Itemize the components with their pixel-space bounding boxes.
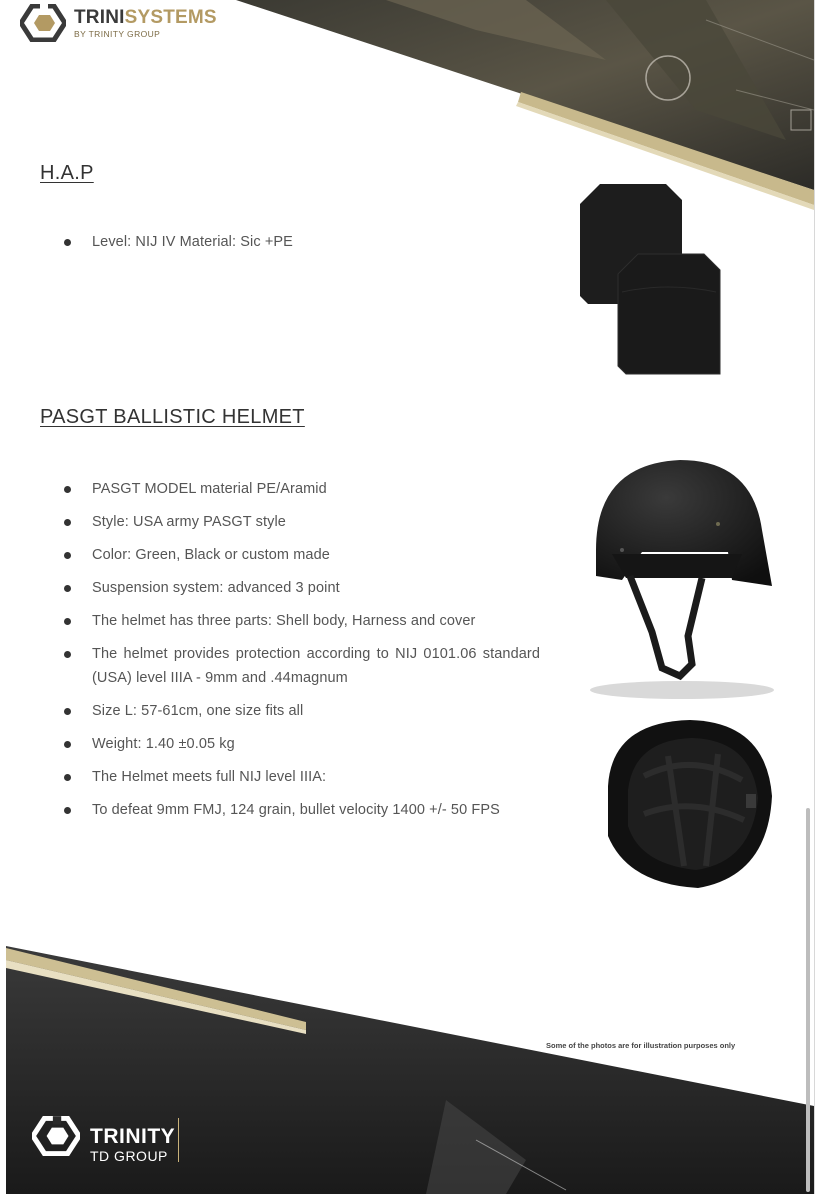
list-item <box>64 576 540 600</box>
bullet-icon <box>64 708 71 715</box>
bullet-icon <box>64 774 71 781</box>
bullet-icon <box>64 618 71 625</box>
brand-name-part1: TRINI <box>74 6 125 28</box>
bullet-icon <box>64 486 71 493</box>
logo-divider <box>178 1118 179 1162</box>
hexagon-logo-icon <box>20 4 66 42</box>
bullet-icon <box>64 519 71 526</box>
list-item-text: The Helmet meets full NIJ level IIIA: <box>92 769 327 785</box>
list-item-text: The helmet provides protection according to NIJ 0101.06 standard (USA) level IIIA - 9mm and .44magnum <box>92 646 540 686</box>
section-title-pasgt-helmet: PASGT BALLISTIC HELMET <box>40 406 305 428</box>
list-item-text: Style: USA army PASGT style <box>92 514 286 530</box>
helmet-inside-image <box>598 716 776 892</box>
list-item-text: To defeat 9mm FMJ, 124 grain, bullet velocity 1400 +/- 50 FPS <box>92 802 500 818</box>
helmet-side-image <box>582 450 782 700</box>
list-item <box>64 798 540 822</box>
illustration-disclaimer: Some of the photos are for illustration purposes only <box>546 1041 736 1050</box>
list-item <box>64 543 540 567</box>
bullet-icon <box>64 807 71 814</box>
footer-brand-name: TRINITY <box>90 1125 176 1148</box>
list-item <box>64 765 540 789</box>
document-page <box>6 0 815 1194</box>
brand-name <box>74 8 217 27</box>
helmet-bullet-list <box>64 477 540 822</box>
hexagon-logo-icon <box>32 1116 80 1156</box>
list-item <box>64 642 540 690</box>
section-title-hap: H.A.P <box>40 162 94 184</box>
list-item-text: Weight: 1.40 ±0.05 kg <box>92 736 235 752</box>
list-item-text: The helmet has three parts: Shell body, Harness and cover <box>92 613 476 629</box>
list-item <box>64 699 540 723</box>
trinisystems-logo <box>20 4 217 42</box>
list-item-text: Level: NIJ IV Material: Sic +PE <box>92 234 293 250</box>
list-item-text: Suspension system: advanced 3 point <box>92 580 340 596</box>
bullet-icon <box>64 651 71 658</box>
list-item <box>64 510 540 534</box>
brand-name-part2: SYSTEMS <box>124 6 217 28</box>
list-item <box>64 477 540 501</box>
list-item-text: Size L: 57-61cm, one size fits all <box>92 703 304 719</box>
ballistic-plates-image <box>578 182 724 380</box>
bullet-icon <box>64 585 71 592</box>
bullet-icon <box>64 741 71 748</box>
trinity-logo-text <box>90 1126 175 1163</box>
bullet-icon <box>64 239 71 246</box>
list-item-text: PASGT MODEL material PE/Aramid <box>92 481 327 497</box>
list-item-text: Color: Green, Black or custom made <box>92 547 330 563</box>
list-item <box>64 609 540 633</box>
list-item <box>64 230 540 254</box>
footer-brand-subtitle: TD GROUP <box>90 1148 168 1164</box>
scrollbar-thumb[interactable] <box>806 808 810 1192</box>
trinity-logo <box>32 1116 80 1156</box>
bullet-icon <box>64 552 71 559</box>
hap-bullet-list <box>64 230 540 254</box>
list-item <box>64 732 540 756</box>
brand-subtitle: BY TRINITY GROUP <box>74 28 161 39</box>
